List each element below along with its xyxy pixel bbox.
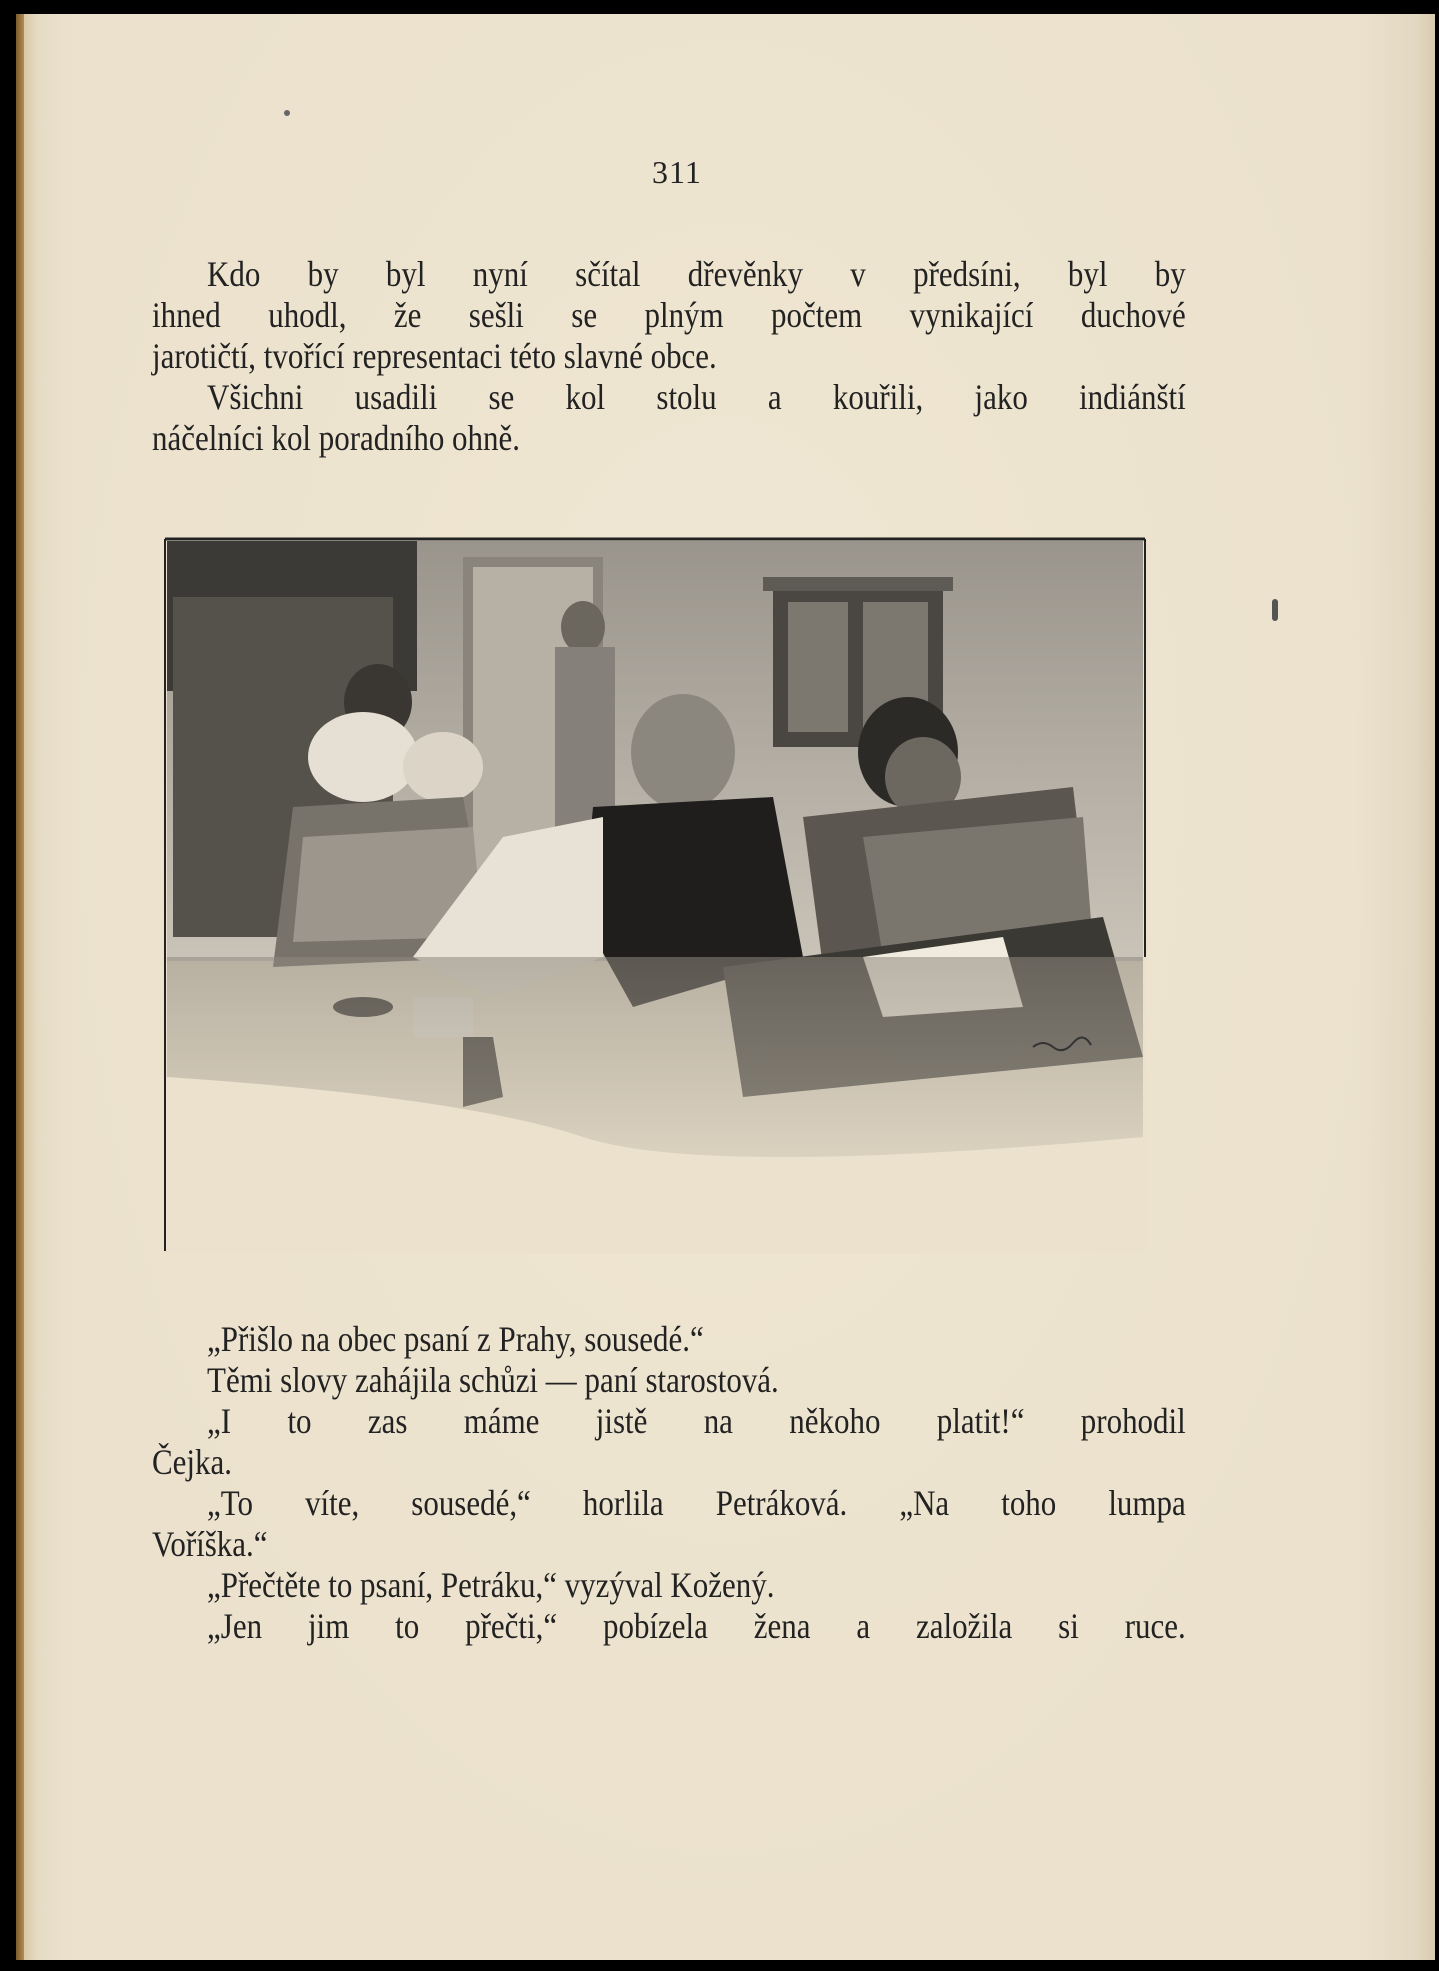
text-line: Všichni usadili se kol stolu a kouřili, jako indiánští: [207, 377, 1186, 417]
book-spine: [16, 14, 24, 1960]
book-page: [16, 14, 1435, 1960]
engraving-illustration: [163, 537, 1147, 1253]
paragraph-top: [152, 254, 1186, 459]
text-line: jarotičtí, tvořící representaci této slavné obce.: [152, 336, 717, 376]
text-line: ihned uhodl, že sešli se plným počtem vynikající duchové: [152, 295, 1186, 335]
text-line: „Jen jim to přečti,“ pobízela žena a založila si ruce.: [207, 1606, 1186, 1646]
page-number: 311: [652, 154, 702, 190]
text-line: náčelníci kol poradního ohně.: [152, 418, 520, 458]
text-line: Kdo by byl nyní sčítal dřevěnky v předsíni, byl by: [207, 254, 1186, 294]
text-line: Těmi slovy zahájila schůzi — paní starostová.: [207, 1360, 779, 1400]
ink-speck: [284, 110, 290, 116]
text-line: „Přečtěte to psaní, Petráku,“ vyzýval Kožený.: [207, 1565, 775, 1605]
text-line: „To víte, sousedé,“ horlila Petráková. „Na toho lumpa: [207, 1483, 1186, 1523]
text-line: „Přišlo na obec psaní z Prahy, sousedé.“: [207, 1319, 704, 1359]
text-line: Voříška.“: [152, 1524, 268, 1564]
paragraph-bottom: [152, 1319, 1186, 1647]
margin-mark: [1272, 599, 1278, 621]
illustration-drawing: [163, 537, 1147, 1253]
text-line: Čejka.: [152, 1442, 232, 1482]
text-line: „I to zas máme jistě na někoho platit!“ prohodil: [207, 1401, 1186, 1441]
